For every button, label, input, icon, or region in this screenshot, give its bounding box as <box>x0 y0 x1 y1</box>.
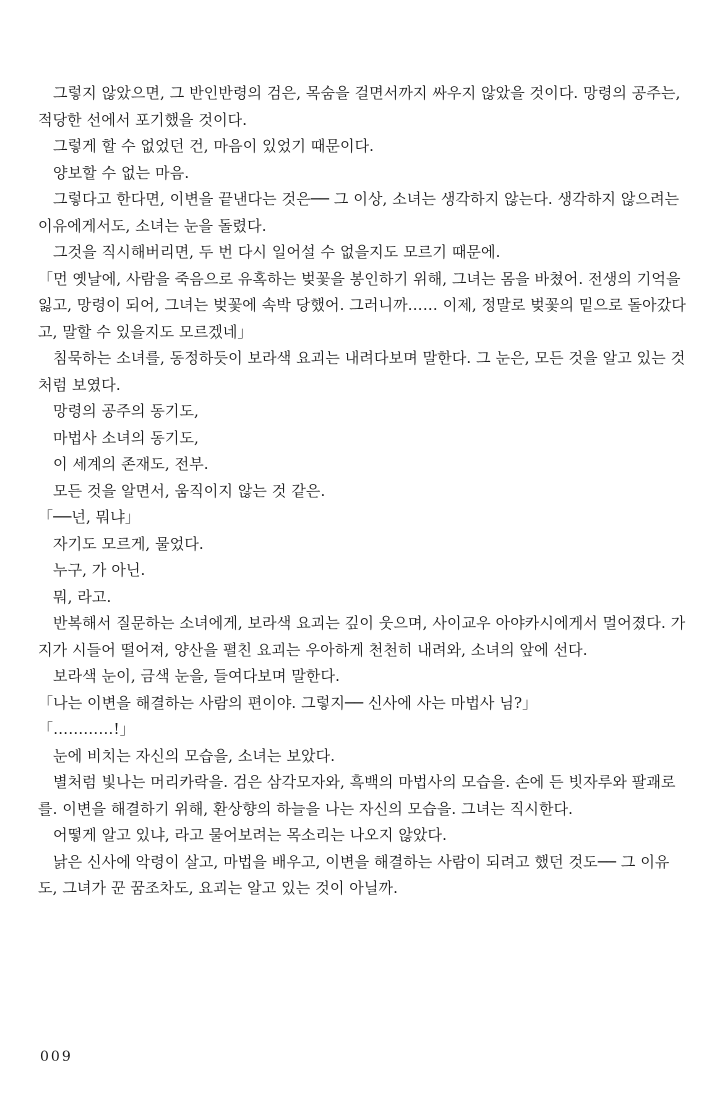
paragraph: 보라색 눈이, 금색 눈을, 들여다보며 말한다. <box>53 667 340 685</box>
paragraph: 반복해서 질문하는 소녀에게, 보라색 요괴는 깊이 웃으며, 사이교우 아야카시에게서 멀어졌다. 가지가 시들어 떨어져, 양산을 펼친 요괴는 우아하게 천천히 내려와, 소녀의 앞에 선다. <box>38 614 686 659</box>
paragraph: 그렇지 않았으면, 그 반인반령의 검은, 목숨을 걸면서까지 싸우지 않았을 것이다. 망령의 공주는, 적당한 선에서 포기했을 것이다. <box>38 84 681 129</box>
paragraph: 그것을 직시해버리면, 두 번 다시 일어설 수 없을지도 모르기 때문에. <box>53 243 501 261</box>
paragraph: 이 세계의 존재도, 전부. <box>53 455 209 473</box>
paragraph: 뭐, 라고. <box>53 587 112 606</box>
paragraph: 그렇다고 한다면, 이변을 끝낸다는 것은── 그 이상, 소녀는 생각하지 않는다. 생각하지 않으려는 이유에게서도, 소녀는 눈을 돌렸다. <box>38 190 680 235</box>
page-number: 009 <box>40 1049 73 1065</box>
paragraph: 침묵하는 소녀를, 동정하듯이 보라색 요괴는 내려다보며 말한다. 그 눈은, 모든 것을 알고 있는 것처럼 보였다. <box>38 349 686 394</box>
paragraph: 낡은 신사에 악령이 살고, 마법을 배우고, 이변을 해결하는 사람이 되려고 했던 것도── 그 이유도, 그녀가 꾼 꿈조차도, 요괴는 알고 있는 것이 아닐까. <box>38 852 670 897</box>
paragraph: 「먼 옛날에, 사람을 죽음으로 유혹하는 벚꽃을 봉인하기 위해, 그녀는 몸을 바쳤어. 전생의 기억을 잃고, 망령이 되어, 그녀는 벚꽃에 속박 당했어. 그러니까…… 이제, 정말로 벚꽃의 밑으로 돌아갔다고, 말할 수 있을지도 모르겠네」 <box>38 269 686 341</box>
paragraph: 눈에 비치는 자신의 모습을, 소녀는 보았다. <box>53 746 336 765</box>
paragraph: 누구, 가 아닌. <box>53 561 146 579</box>
paragraph: 그렇게 할 수 없었던 건, 마음이 있었기 때문이다. <box>53 137 375 155</box>
body-text <box>38 80 688 902</box>
paragraph: 마법사 소녀의 동기도, <box>53 428 199 447</box>
paragraph: 양보할 수 없는 마음. <box>53 163 190 182</box>
paragraph: 별처럼 빛나는 머리카락을. 검은 삼각모자와, 흑백의 마법사의 모습을. 손에 든 빗자루와 팔괘로를. 이변을 해결하기 위해, 환상향의 하늘을 나는 자신의 모습을. 그녀는 직시한다. <box>38 773 676 818</box>
paragraph: 「──넌, 뭐냐」 <box>38 508 140 526</box>
paragraph: 어떻게 알고 있냐, 라고 물어보려는 목소리는 나오지 않았다. <box>53 826 447 844</box>
paragraph: 자기도 모르게, 물었다. <box>53 534 204 553</box>
paragraph: 「나는 이변을 해결하는 사람의 편이야. 그렇지── 신사에 사는 마법사 님?」 <box>38 693 538 712</box>
paragraph: 망령의 공주의 동기도, <box>53 402 199 420</box>
paragraph: 「…………!」 <box>38 720 135 738</box>
paragraph: 모든 것을 알면서, 움직이지 않는 것 같은. <box>53 481 326 500</box>
